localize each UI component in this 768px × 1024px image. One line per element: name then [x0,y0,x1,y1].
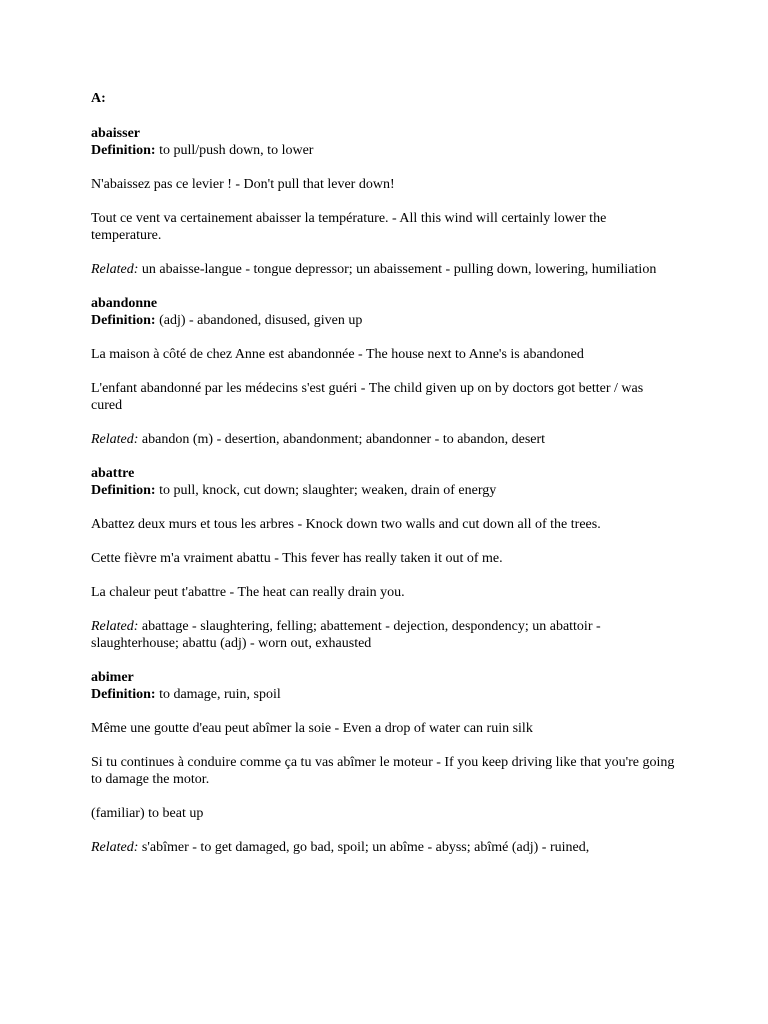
definition-label: Definition: [91,143,156,158]
section-heading: A: [91,91,106,106]
example-sentence: Cette fièvre m'a vraiment abattu - This fever has really taken it out of me. [91,551,503,566]
definition-text: (adj) - abandoned, disused, given up [155,313,363,328]
example-sentence: Tout ce vent va certainement abaisser la température. - All this wind will certainly lower the temperature. [91,211,607,243]
related-text: abattage - slaughtering, felling; abattement - dejection, despondency; un abattoir - slaughterhouse; abattu (adj) - worn out, exhausted [91,619,601,651]
related-label: Related: [91,619,139,634]
definition-text: to pull/push down, to lower [155,143,314,158]
dictionary-entry [91,669,676,856]
related-line [91,261,676,278]
entry-word: abandonne [91,296,158,311]
example-sentence: N'abaissez pas ce levier ! - Don't pull that lever down! [91,177,395,192]
definition-label: Definition: [91,313,156,328]
related-label: Related: [91,432,139,447]
related-line [91,431,676,448]
example-sentence: L'enfant abandonné par les médecins s'est guéri - The child given up on by doctors got better / was cured [91,381,644,413]
example-sentence: La maison à côté de chez Anne est abandonnée - The house next to Anne's is abandoned [91,347,584,362]
dictionary-entry [91,295,676,448]
related-text: s'abîmer - to get damaged, go bad, spoil; un abîme - abyss; abîmé (adj) - ruined, [138,840,590,855]
example-sentence: Si tu continues à conduire comme ça tu vas abîmer le moteur - If you keep driving like that you're going to damage the motor. [91,755,675,787]
entry-word: abaisser [91,126,140,141]
definition-label: Definition: [91,483,156,498]
example-sentence: (familiar) to beat up [91,806,204,821]
entry-word: abimer [91,670,134,685]
entry-definition [91,142,676,159]
example-sentence: La chaleur peut t'abattre - The heat can really drain you. [91,585,405,600]
related-line [91,839,676,856]
definition-text: to pull, knock, cut down; slaughter; weaken, drain of energy [155,483,497,498]
dictionary-entry [91,465,676,652]
related-text: abandon (m) - desertion, abandonment; abandonner - to abandon, desert [138,432,546,447]
document-page [91,90,676,856]
definition-text: to damage, ruin, spoil [155,687,281,702]
related-line [91,618,676,652]
related-text: un abaisse-langue - tongue depressor; un abaissement - pulling down, lowering, humiliation [138,262,657,277]
related-label: Related: [91,262,139,277]
related-label: Related: [91,840,139,855]
example-sentence: Abattez deux murs et tous les arbres - Knock down two walls and cut down all of the trees. [91,517,601,532]
entry-word: abattre [91,466,135,481]
entry-definition [91,482,676,499]
entry-definition [91,312,676,329]
entry-definition [91,686,676,703]
dictionary-entry [91,125,676,278]
example-sentence: Même une goutte d'eau peut abîmer la soie - Even a drop of water can ruin silk [91,721,533,736]
definition-label: Definition: [91,687,156,702]
